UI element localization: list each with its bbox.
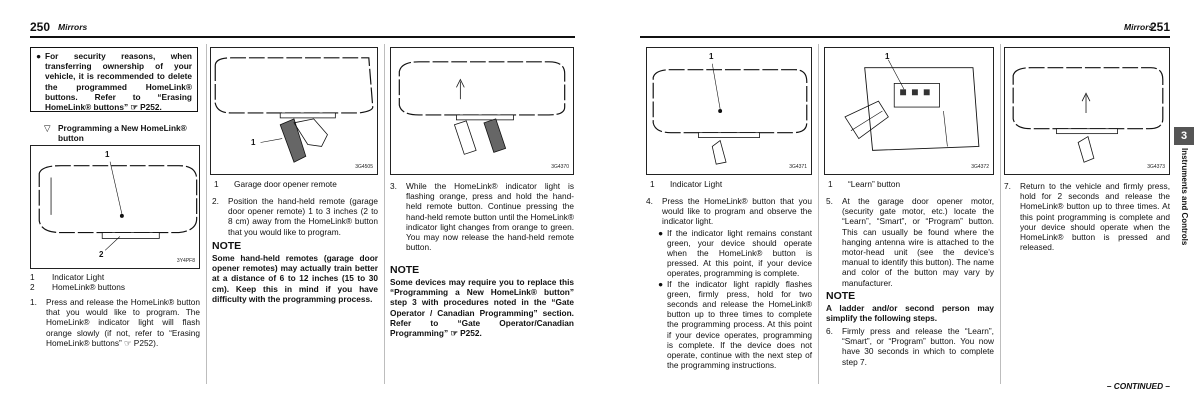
- legend-num: 1: [30, 272, 35, 282]
- figure-learn-button: [824, 47, 994, 175]
- step-6: [826, 326, 994, 367]
- legend-num: 2: [30, 282, 35, 293]
- column-divider: [206, 44, 207, 384]
- mirror-illustration: [647, 48, 811, 174]
- figure-indicator-light: [30, 145, 200, 269]
- step-3: [390, 181, 574, 252]
- step-number: 3.: [390, 181, 397, 191]
- figure-code: 3G4373: [1147, 164, 1165, 170]
- figure-indicator-light-2: [646, 47, 812, 175]
- mirror-illustration: [31, 146, 199, 268]
- figure-code: 3G4371: [789, 164, 807, 170]
- security-note-text: For security reasons, when transferring ownership of your vehicle, it is recommended to delete the programmed HomeLink® buttons. Refer to “Erasing HomeLink® buttons” ☞ P252.: [45, 51, 192, 113]
- figure-code: 3G4370: [551, 164, 569, 170]
- step-text: Position the hand-held remote (garage door opener remote) 1 to 3 inches (2 to 8 cm) away from the HomeLink® button that you would like to program.: [228, 196, 378, 237]
- step-text: Press and release the HomeLink® button that you would like to program. The HomeLink® indicator light will flash orange slowly (if not, refer to “Erasing HomeLink® buttons” ☞ P252).: [46, 297, 200, 348]
- header-rule-left: [30, 36, 575, 38]
- legend-row: [650, 179, 810, 189]
- step-text: Return to the vehicle and firmly press, hold for 2 seconds and release the HomeLink® button up to three times. At this point programming is complete and your device should operate when the HomeLink® button is pressed and released.: [1020, 181, 1170, 253]
- header-rule-right: [640, 36, 1170, 38]
- figure2-legend: [214, 179, 378, 189]
- hand-remote-illustration: [211, 48, 377, 174]
- callout-1: 1: [709, 52, 714, 61]
- step-2: [212, 196, 378, 237]
- figure-return-press: [1004, 47, 1170, 175]
- step-4: [646, 196, 812, 370]
- note-title: NOTE: [826, 290, 856, 302]
- note-text: A ladder and/or second person may simplify the following steps.: [826, 303, 994, 324]
- section-heading-text: Programming a New HomeLink® button: [58, 123, 187, 144]
- chapter-tab-label: Instruments and Controls: [1180, 148, 1189, 246]
- list-item: ● If the indicator light rapidly flashes green, firmly press, hold for two seconds and release the HomeLink® button up to three times to complete the programming process. At this point if your device operates, programming is complete. If the device does not operate, continue with the next step of the programming instructions.: [658, 278, 812, 371]
- section-heading: [44, 123, 200, 143]
- legend-num: 1: [650, 179, 655, 189]
- legend-label: HomeLink® buttons: [52, 282, 125, 293]
- figure1-legend: [30, 272, 200, 292]
- security-note-box: ● For security reasons, when transferring ownership of your vehicle, it is recommended to delete the programmed HomeLink® buttons. Refer to “Erasing HomeLink® buttons” ☞ P252.: [30, 47, 198, 112]
- figure-garage-remote: [210, 47, 378, 175]
- triangle-down-icon: ▽: [44, 123, 51, 133]
- note-title: NOTE: [212, 240, 242, 252]
- legend-label: Garage door opener remote: [234, 179, 337, 189]
- mirror-illustration: [1005, 48, 1169, 174]
- bullet-text: If the indicator light remains constant green, your device should operate when the HomeLink® button is pressed. At this point, if your device operates, programming is complete.: [667, 227, 812, 279]
- press-hold-illustration: [391, 48, 573, 174]
- step-text: Firmly press and release the “Learn”, “Smart”, or “Program” button. You now have 30 seconds in which to complete step 7.: [842, 326, 994, 367]
- motor-unit-illustration: [825, 48, 993, 174]
- step-7: [1004, 181, 1170, 252]
- step-number: 2.: [212, 196, 219, 206]
- note-text: Some hand-held remotes (garage door opener remotes) may actually train better at a distance of 6 to 12 inches (15 to 30 cm). Keep this in mind if you have difficulty with the programming process.: [212, 253, 378, 304]
- column-divider: [384, 44, 385, 384]
- figure5-legend: [828, 179, 994, 189]
- step-text: At the garage door opener motor, (security gate motor, etc.) locate the “Learn”, “Smart”, or “Program” button. This can usually be found where the hanging antenna wire is attached to the motor-head unit (see the device’s manual to identify this button). The name and color of the button may vary by manufacturer.: [842, 196, 994, 288]
- column-divider: [1000, 44, 1001, 384]
- note-text: Some devices may require you to replace this “Programming a New HomeLink® button” step 3 with procedures noted in the “Gate Operator / Canadian Programming” section. Refer to “Gate Operator/Canadian Programming” ☞ P252.: [390, 277, 574, 339]
- list-item: ● If the indicator light remains constant green, your device should operate when the HomeLink® button is pressed. At this point, if your device operates, programming is complete.: [658, 227, 812, 279]
- figure4-legend: [650, 179, 810, 189]
- header-label-left: Mirrors: [58, 22, 88, 32]
- legend-row: [214, 179, 378, 189]
- figure-press-hold: [390, 47, 574, 175]
- continued-label: – CONTINUED –: [1106, 380, 1170, 391]
- page-number-right: 251: [1150, 20, 1171, 34]
- bullet-text: If the indicator light rapidly flashes green, firmly press, hold for two seconds and release the HomeLink® button up to three times to complete the programming process. At this point if your device operates, programming is complete. If the device does not operate, continue with the next step of the programming instructions.: [667, 278, 812, 371]
- step-number: 7.: [1004, 181, 1011, 191]
- legend-label: Indicator Light: [670, 179, 723, 189]
- legend-num: 1: [214, 179, 219, 189]
- figure-code: 3G4372: [971, 164, 989, 170]
- step-text: Press the HomeLink® button that you would like to program and observe the indicator light.: [662, 196, 812, 227]
- step-number: 4.: [646, 196, 653, 206]
- callout-1: 1: [105, 150, 110, 159]
- callout-1: 1: [885, 52, 890, 61]
- legend-label: Indicator Light: [52, 272, 105, 282]
- header-label-right: Mirrors: [1124, 22, 1154, 32]
- step-1: [30, 297, 200, 348]
- figure-code: 3G4505: [355, 164, 373, 170]
- legend-label: “Learn” button: [848, 179, 901, 189]
- page-number-left: 250: [30, 20, 51, 34]
- legend-row: [828, 179, 994, 189]
- step-number: 5.: [826, 196, 833, 206]
- legend-num: 1: [828, 179, 833, 189]
- step-number: 6.: [826, 326, 833, 336]
- step-5: [826, 196, 994, 288]
- step-number: 1.: [30, 297, 37, 307]
- figure-code: 3Y4PF8: [176, 258, 195, 264]
- note-title: NOTE: [390, 264, 420, 276]
- column-divider: [818, 44, 819, 384]
- callout-1: 1: [251, 138, 256, 147]
- legend-row: [30, 272, 200, 282]
- chapter-tab: 3: [1174, 127, 1194, 145]
- callout-2: 2: [99, 250, 104, 259]
- step-text: While the HomeLink® indicator light is flashing orange, press and hold the hand-held remote button. Continue pressing the hand-held remote button until the HomeLink® indicator light changes from orange to green. You may now release the hand-held remote button.: [406, 181, 574, 253]
- legend-row: [30, 282, 200, 292]
